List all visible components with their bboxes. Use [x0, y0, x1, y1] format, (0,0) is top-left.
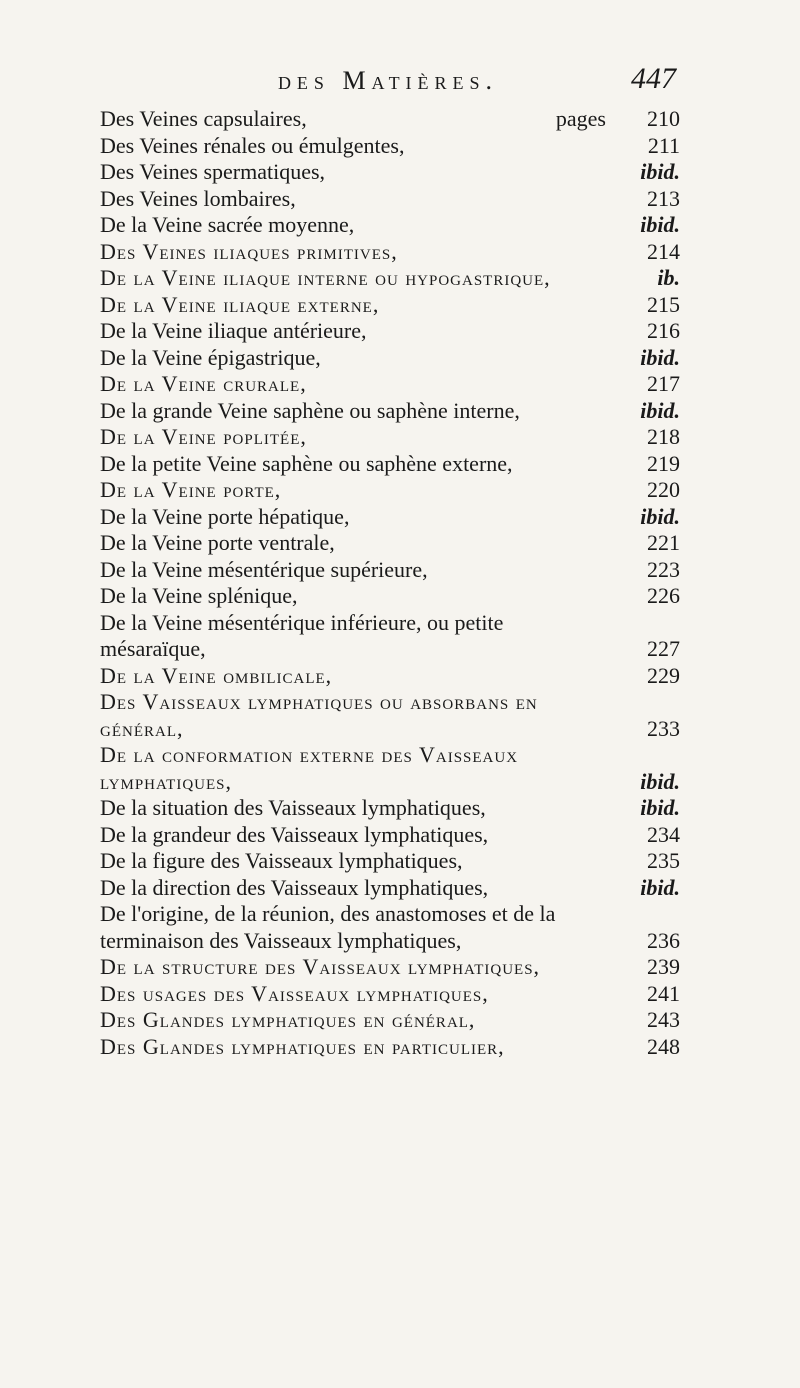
- toc-entry-label: De la Veine mésentérique supérieure,: [100, 556, 428, 582]
- toc-entry: [100, 106, 680, 133]
- toc-entry-page: ibid.: [640, 874, 680, 900]
- toc-entry-page: 233: [647, 715, 680, 741]
- toc-entry: [100, 610, 680, 663]
- toc-entry: [100, 345, 680, 372]
- toc-entry: [100, 981, 680, 1008]
- toc-entry-page: 210: [647, 106, 680, 131]
- toc-entry-page: ibid.: [640, 768, 680, 794]
- toc-entry: [100, 689, 680, 742]
- toc-entry: [100, 424, 680, 451]
- toc-entry-page: 241: [647, 980, 680, 1006]
- toc-entry-page: 211: [647, 132, 680, 158]
- toc-entry-page: 226: [647, 583, 680, 608]
- running-header: [100, 62, 676, 106]
- toc-entry-page: ibid.: [640, 795, 680, 820]
- toc-entry-page: ibid.: [640, 397, 680, 423]
- toc-entry-page: 243: [647, 1007, 680, 1032]
- toc-entry-page: ib.: [657, 265, 680, 290]
- toc-entry-label: De la Veine iliaque antérieure,: [100, 318, 367, 343]
- toc-entry-label: Des Veines iliaques primitives,: [100, 238, 398, 264]
- toc-entry-label: De la Veine porte,: [100, 477, 282, 502]
- toc-entry-label: Des Veines lombaires,: [100, 185, 296, 211]
- toc-entry: [100, 530, 680, 557]
- toc-entry-page: ibid.: [640, 212, 680, 237]
- toc-entry-page: 248: [647, 1033, 680, 1059]
- toc-entry-label: De la situation des Vaisseaux lymphatiques,: [100, 795, 486, 820]
- toc-entry-label: Des Glandes lymphatiques en général,: [100, 1007, 476, 1032]
- toc-entry-label: De la Veine splénique,: [100, 583, 298, 608]
- toc-entry-page: ibid.: [640, 159, 680, 184]
- toc-entry-label: De la Veine épigastrique,: [100, 344, 321, 370]
- toc-entry-label: De la Veine poplitée,: [100, 424, 307, 449]
- toc-entry: [100, 795, 680, 822]
- toc-entry-label: De la Veine crurale,: [100, 371, 307, 396]
- toc-entry-page: 227: [647, 636, 680, 661]
- toc-entry: [100, 292, 680, 319]
- toc-entry: [100, 212, 680, 239]
- toc-entry-label: Des Veines spermatiques,: [100, 159, 326, 184]
- toc-entry-label: De l'origine, de la réunion, des anastomoses et de la terminaison des Vaisseaux lymphatiques,: [100, 901, 556, 953]
- toc-entry-page: 235: [647, 848, 680, 873]
- toc-entry-label: De la petite Veine saphène ou saphène externe,: [100, 450, 513, 476]
- toc-entry-page: ibid.: [640, 503, 680, 529]
- toc-entry: [100, 1034, 680, 1061]
- toc-entry-page: ibid.: [640, 344, 680, 370]
- toc-entry: [100, 875, 680, 902]
- toc-entry-label: De la Veine sacrée moyenne,: [100, 212, 355, 237]
- toc-entry: [100, 477, 680, 504]
- toc-entry: [100, 159, 680, 186]
- toc-entry-label: Des Vaisseaux lymphatiques ou absorbans en général,: [100, 689, 538, 741]
- toc-entry-page: 236: [647, 927, 680, 953]
- toc-entry: [100, 451, 680, 478]
- table-of-contents: [100, 106, 680, 1060]
- toc-entry: [100, 848, 680, 875]
- toc-entry-page: 213: [647, 185, 680, 211]
- toc-entry-page: 220: [647, 477, 680, 502]
- toc-entry-label: De la grandeur des Vaisseaux lymphatiques,: [100, 821, 489, 847]
- toc-entry: [100, 1007, 680, 1034]
- toc-entry: [100, 504, 680, 531]
- toc-entry: [100, 583, 680, 610]
- toc-entry-label: De la figure des Vaisseaux lymphatiques,: [100, 848, 463, 873]
- toc-entry: [100, 954, 680, 981]
- toc-entry-label: Des usages des Vaisseaux lymphatiques,: [100, 980, 489, 1006]
- toc-entry: [100, 742, 680, 795]
- toc-entry-label: De la Veine iliaque externe,: [100, 291, 380, 317]
- toc-entry: [100, 663, 680, 690]
- toc-entry: [100, 239, 680, 266]
- toc-entry: [100, 133, 680, 160]
- toc-entry-label: Des Veines capsulaires,: [100, 106, 307, 131]
- toc-entry-label: Des Glandes lymphatiques en particulier,: [100, 1033, 505, 1059]
- running-title: des Matières.: [277, 66, 499, 95]
- toc-entry: [100, 265, 680, 292]
- toc-entry-label: De la conformation externe des Vaisseaux lymphatiques,: [100, 742, 519, 794]
- toc-entry-page: 221: [647, 530, 680, 555]
- toc-entry: [100, 186, 680, 213]
- toc-entry-label: De la structure des Vaisseaux lymphatiques,: [100, 954, 541, 979]
- toc-entry-page: 223: [647, 556, 680, 582]
- toc-entry-page: 215: [647, 291, 680, 317]
- toc-entry-page: 218: [647, 424, 680, 449]
- toc-entry-label: De la grande Veine saphène ou saphène interne,: [100, 397, 520, 423]
- toc-entry-page: 234: [647, 821, 680, 847]
- toc-entry: [100, 901, 680, 954]
- toc-entry: [100, 822, 680, 849]
- toc-entry: [100, 398, 680, 425]
- toc-entry-label: Des Veines rénales ou émulgentes,: [100, 132, 405, 158]
- toc-entry-page: 229: [647, 662, 680, 688]
- toc-entry-label: De la Veine ombilicale,: [100, 662, 333, 688]
- toc-entry-label: De la Veine iliaque interne ou hypogastrique,: [100, 265, 551, 290]
- pages-word: pages: [555, 106, 606, 131]
- toc-entry-page: 217: [647, 371, 680, 396]
- toc-entry: [100, 557, 680, 584]
- toc-entry-label: De la Veine mésentérique inférieure, ou petite mésaraïque,: [100, 609, 504, 661]
- toc-entry-page: 219: [647, 450, 680, 476]
- toc-entry-page: 216: [647, 318, 680, 343]
- toc-entry: [100, 318, 680, 345]
- page-number: 447: [631, 62, 676, 95]
- toc-entry-label: De la Veine porte ventrale,: [100, 530, 335, 555]
- toc-entry-label: De la Veine porte hépatique,: [100, 503, 350, 529]
- toc-entry-label: De la direction des Vaisseaux lymphatiques,: [100, 874, 489, 900]
- toc-entry-page: 214: [647, 238, 680, 264]
- toc-entry: [100, 371, 680, 398]
- toc-entry-page: 239: [647, 954, 680, 979]
